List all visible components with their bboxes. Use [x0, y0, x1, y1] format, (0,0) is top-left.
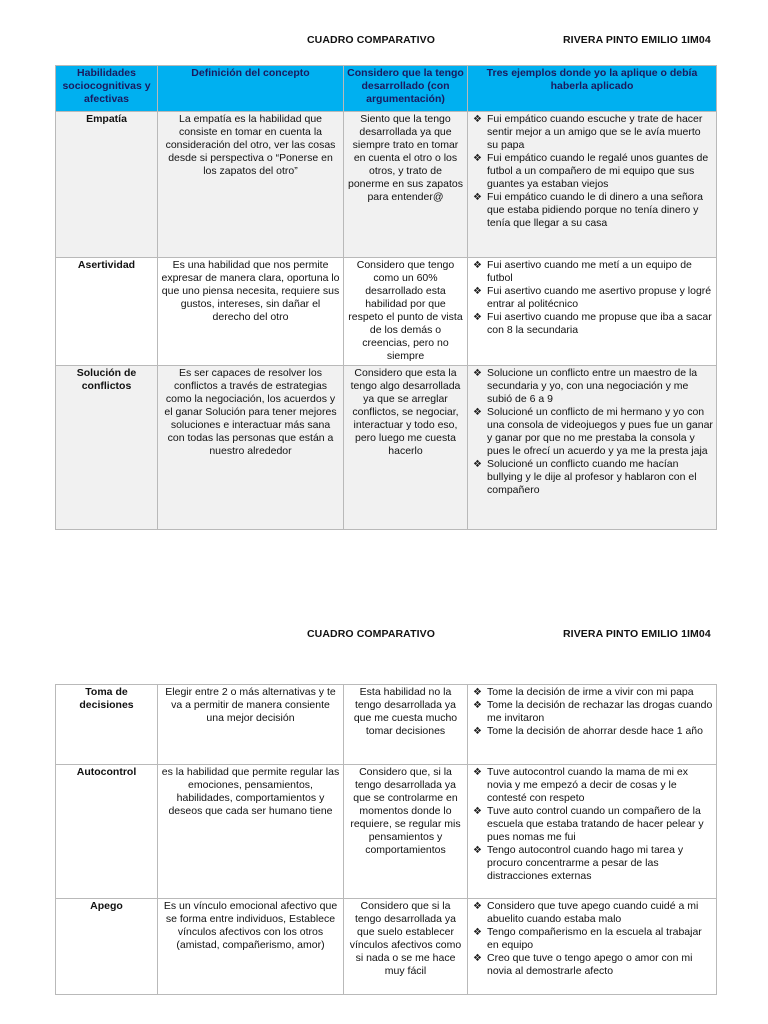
- skill-cell: Apego: [56, 899, 158, 995]
- list-item: [471, 844, 713, 883]
- examples-list: [471, 259, 713, 337]
- list-item: [471, 113, 713, 152]
- diamond-bullet-icon: ❖: [473, 927, 482, 938]
- examples-list: [471, 367, 713, 497]
- example-text: Tome la decisión de ahorrar desde hace 1 año: [487, 725, 703, 737]
- comparison-table-page-1: [55, 65, 717, 530]
- table-row: [56, 112, 717, 258]
- diamond-bullet-icon: ❖: [473, 312, 482, 323]
- example-text: Solucioné un conflicto cuando me hacían bullying y le dije al profesor y hablaron con el compañero: [487, 458, 697, 496]
- comparison-table-page-2: [55, 684, 717, 995]
- diamond-bullet-icon: ❖: [473, 286, 482, 297]
- argument-cell: Esta habilidad no la tengo desarrollada ya que me cuesta mucho tomar decisiones: [344, 685, 468, 765]
- example-text: Solucione un conflicto entre un maestro de la secundaria y yo, con una negociación y me subió de 6 a 9: [487, 367, 698, 405]
- example-text: Creo que tuve o tengo apego o amor con mi novia al demostrarle afecto: [487, 952, 693, 977]
- list-item: [471, 152, 713, 191]
- diamond-bullet-icon: ❖: [473, 901, 482, 912]
- list-item: [471, 285, 713, 311]
- skill-cell: Autocontrol: [56, 765, 158, 899]
- column-header-skills: Habilidades sociocognitivas y afectivas: [56, 66, 158, 112]
- example-text: Tengo autocontrol cuando hago mi tarea y procuro concentrarme a pesar de las distracciones externas: [487, 844, 684, 882]
- definition-cell: Elegir entre 2 o más alternativas y te va a permitir de manera consiente una mejor decisión: [158, 685, 344, 765]
- diamond-bullet-icon: ❖: [473, 368, 482, 379]
- column-header-definition: Definición del concepto: [158, 66, 344, 112]
- diamond-bullet-icon: ❖: [473, 407, 482, 418]
- example-text: Fui asertivo cuando me asertivo propuse y logré entrar al politécnico: [487, 285, 712, 310]
- example-text: Tome la decisión de rechazar las drogas cuando me invitaron: [487, 699, 713, 724]
- list-item: [471, 686, 713, 699]
- examples-cell: [468, 112, 717, 258]
- diamond-bullet-icon: ❖: [473, 767, 482, 778]
- example-text: Considero que tuve apego cuando cuidé a mi abuelito cuando estaba malo: [487, 900, 699, 925]
- example-text: Tuve autocontrol cuando la mama de mi ex novia y me empezó a decir de cosas y le contesté con respeto: [487, 766, 688, 804]
- document-title: CUADRO COMPARATIVO: [307, 628, 435, 640]
- examples-cell: [468, 685, 717, 765]
- example-text: Tengo compañerismo en la escuela al trabajar en equipo: [487, 926, 702, 951]
- table-row: [56, 765, 717, 899]
- author-label: RIVERA PINTO EMILIO 1IM04: [563, 628, 711, 640]
- skill-cell: Empatía: [56, 112, 158, 258]
- column-header-argument: Considero que la tengo desarrollado (con argumentación): [344, 66, 468, 112]
- examples-list: [471, 766, 713, 883]
- document-title: CUADRO COMPARATIVO: [307, 34, 435, 46]
- example-text: Solucioné un conflicto de mi hermano y yo con una consola de videojuegos y pues fue un ganar y ganar por que no me prestaba la consola y pues le ofrecí un acuerdo y ya me la presta jaja: [487, 406, 713, 457]
- list-item: [471, 725, 713, 738]
- diamond-bullet-icon: ❖: [473, 114, 482, 125]
- example-text: Fui empático cuando le di dinero a una señora que estaba pidiendo porque no tenía dinero y tenía que llegar a su casa: [487, 191, 703, 229]
- examples-cell: [468, 765, 717, 899]
- list-item: [471, 367, 713, 406]
- definition-cell: Es una habilidad que nos permite expresar de manera clara, oportuna lo que uno piensa necesita, requiere sus gustos, intereses, sin dañar el derecho del otro: [158, 258, 344, 366]
- examples-cell: [468, 258, 717, 366]
- examples-list: [471, 113, 713, 230]
- example-text: Tome la decisión de irme a vivir con mi papa: [487, 686, 694, 698]
- skill-cell: Toma de decisiones: [56, 685, 158, 765]
- examples-cell: [468, 366, 717, 530]
- list-item: [471, 699, 713, 725]
- list-item: [471, 952, 713, 978]
- argument-cell: Considero que tengo como un 60% desarrollado esta habilidad por que respeto el punto de vista de los demás o creencias, pero no siempre: [344, 258, 468, 366]
- table-header-row: [56, 66, 717, 112]
- skill-cell: Asertividad: [56, 258, 158, 366]
- column-header-examples: Tres ejemplos donde yo la aplique o debía haberla aplicado: [468, 66, 717, 112]
- list-item: [471, 900, 713, 926]
- diamond-bullet-icon: ❖: [473, 192, 482, 203]
- list-item: [471, 926, 713, 952]
- definition-cell: Es ser capaces de resolver los conflictos a través de estrategias como la negociación, los acuerdos y el ganar Solución para tener mejores soluciones e interactuar más sana con todas las personas que están a nuestro alrededor: [158, 366, 344, 530]
- example-text: Fui asertivo cuando me metí a un equipo de futbol: [487, 259, 692, 284]
- diamond-bullet-icon: ❖: [473, 153, 482, 164]
- example-text: Fui empático cuando le regalé unos guantes de futbol a un compañero de mi equipo que sus guantes ya estaban viejos: [487, 152, 709, 190]
- diamond-bullet-icon: ❖: [473, 700, 482, 711]
- diamond-bullet-icon: ❖: [473, 687, 482, 698]
- argument-cell: Considero que, si la tengo desarrollada ya que se controlarme en momentos donde lo requiere, se regular mis pensamientos y comportamientos: [344, 765, 468, 899]
- examples-cell: [468, 899, 717, 995]
- diamond-bullet-icon: ❖: [473, 260, 482, 271]
- list-item: [471, 805, 713, 844]
- diamond-bullet-icon: ❖: [473, 806, 482, 817]
- example-text: Fui empático cuando escuche y trate de hacer sentir mejor a un amigo que se le avía muerto su papa: [487, 113, 703, 151]
- definition-cell: es la habilidad que permite regular las emociones, pensamientos, habilidades, comportamientos y deseos que cada ser humano tiene: [158, 765, 344, 899]
- examples-list: [471, 900, 713, 978]
- diamond-bullet-icon: ❖: [473, 953, 482, 964]
- table-row: [56, 258, 717, 366]
- table-row: [56, 899, 717, 995]
- diamond-bullet-icon: ❖: [473, 726, 482, 737]
- author-label: RIVERA PINTO EMILIO 1IM04: [563, 34, 711, 46]
- diamond-bullet-icon: ❖: [473, 845, 482, 856]
- argument-cell: Considero que esta la tengo algo desarrollada ya que se arreglar conflictos, se negociar, interactuar y todo eso, pero luego me cuesta hacerlo: [344, 366, 468, 530]
- definition-cell: La empatía es la habilidad que consiste en tomar en cuenta la consideración del otro, ver las cosas desde si perspectiva o “Ponerse en los zapatos del otro”: [158, 112, 344, 258]
- list-item: [471, 191, 713, 230]
- skill-cell: Solución de conflictos: [56, 366, 158, 530]
- list-item: [471, 311, 713, 337]
- diamond-bullet-icon: ❖: [473, 459, 482, 470]
- examples-list: [471, 686, 713, 738]
- list-item: [471, 259, 713, 285]
- list-item: [471, 766, 713, 805]
- argument-cell: Siento que la tengo desarrollada ya que siempre trato en tomar en cuenta el otro o los otros, y trato de ponerme en sus zapatos para entender@: [344, 112, 468, 258]
- table-row: [56, 366, 717, 530]
- example-text: Fui asertivo cuando me propuse que iba a sacar con 8 la secundaria: [487, 311, 712, 336]
- list-item: [471, 458, 713, 497]
- table-row: [56, 685, 717, 765]
- argument-cell: Considero que si la tengo desarrollada ya que suelo establecer vínculos afectivos como si nada o se me hace muy fácil: [344, 899, 468, 995]
- definition-cell: Es un vínculo emocional afectivo que se forma entre individuos, Establece vínculos afectivos con los otros (amistad, compañerismo, amor): [158, 899, 344, 995]
- list-item: [471, 406, 713, 458]
- example-text: Tuve auto control cuando un compañero de la escuela que estaba tratando de hacer pelear y pues nomas me fui: [487, 805, 704, 843]
